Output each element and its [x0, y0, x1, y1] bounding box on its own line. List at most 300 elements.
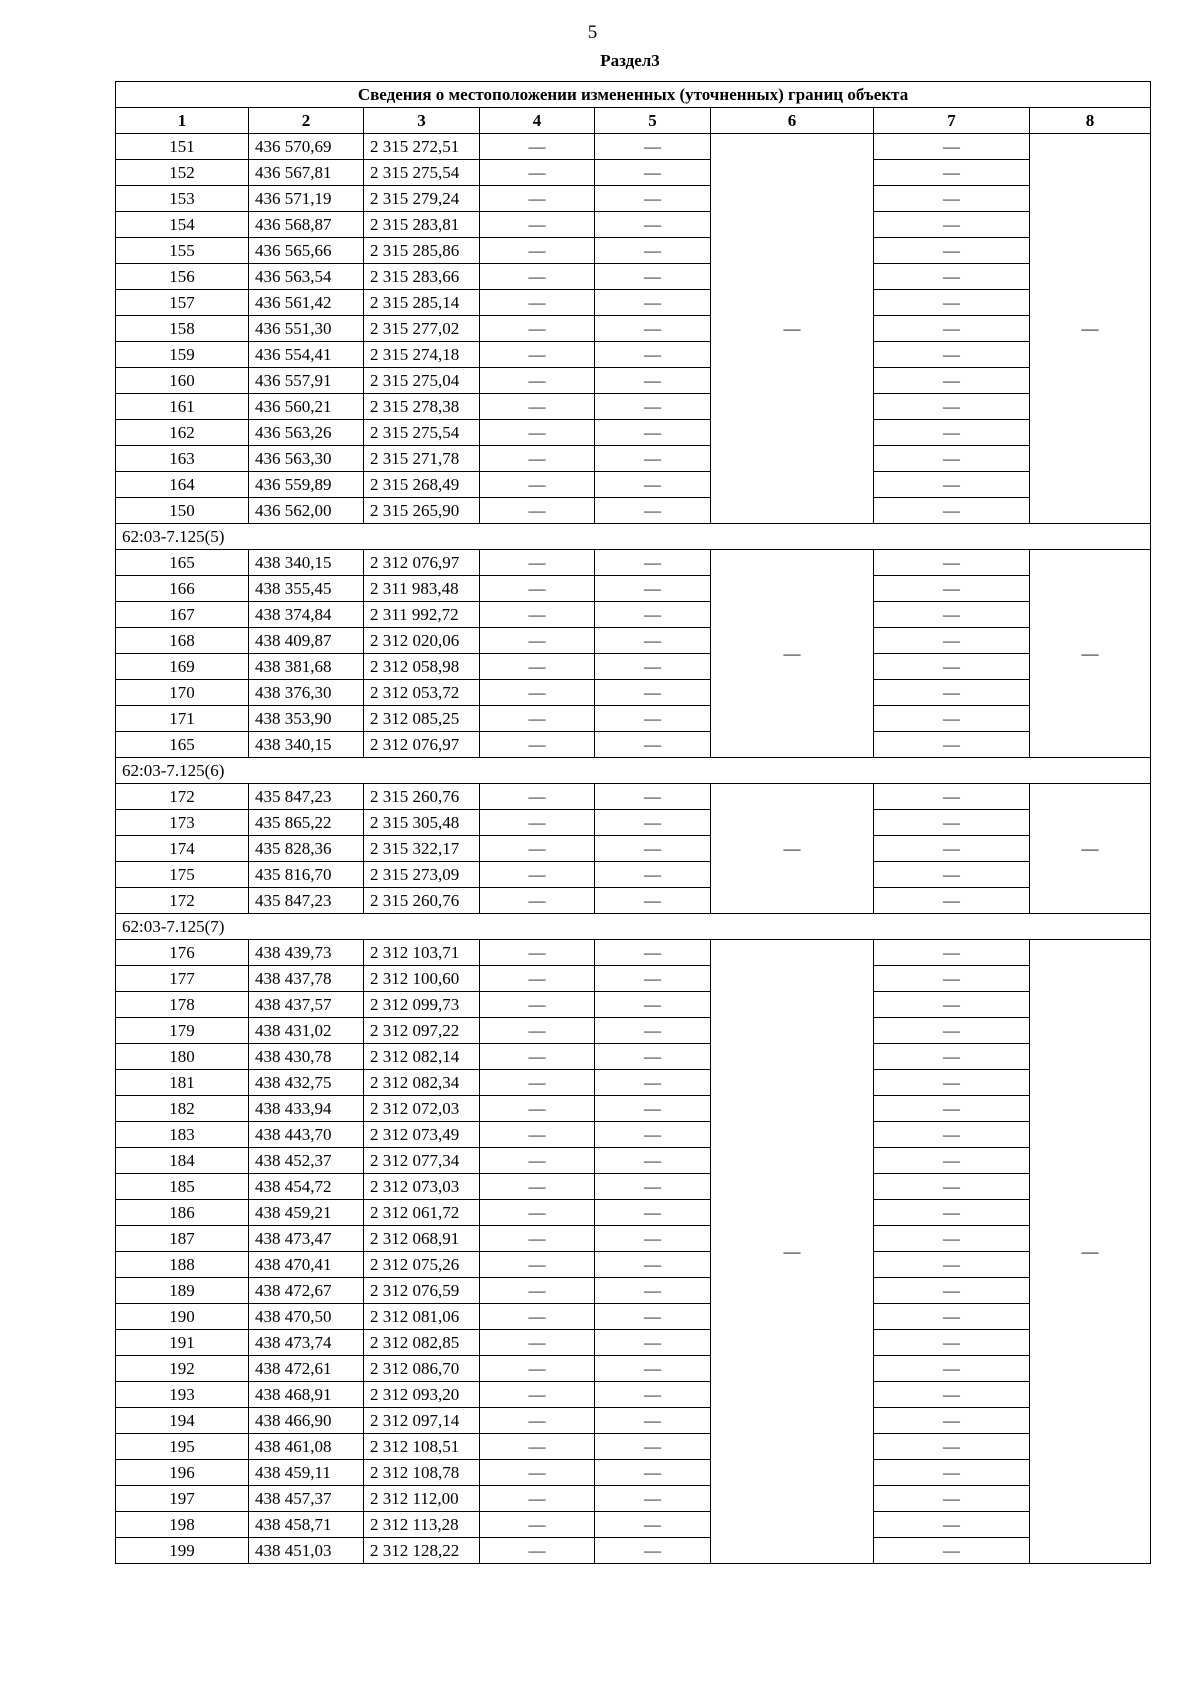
column-7-value: —: [874, 420, 1030, 446]
column-5-value: —: [595, 368, 711, 394]
coordinate-x: 438 432,75: [249, 1070, 364, 1096]
column-8-merged-value: —: [1030, 134, 1151, 524]
column-7-value: —: [874, 368, 1030, 394]
point-number: 153: [116, 186, 249, 212]
column-header: 8: [1030, 108, 1151, 134]
coordinate-x: 438 376,30: [249, 680, 364, 706]
group-label: 62:03-7.125(7): [116, 914, 1151, 940]
coordinate-x: 438 451,03: [249, 1538, 364, 1564]
coordinate-y: 2 312 077,34: [364, 1148, 480, 1174]
group-row: [116, 524, 1151, 550]
table-row: [116, 1460, 1151, 1486]
table-row: [116, 394, 1151, 420]
coordinate-x: 436 565,66: [249, 238, 364, 264]
column-5-value: —: [595, 1018, 711, 1044]
coordinate-x: 438 466,90: [249, 1408, 364, 1434]
point-number: 193: [116, 1382, 249, 1408]
column-4-value: —: [480, 1538, 595, 1564]
coordinate-y: 2 315 271,78: [364, 446, 480, 472]
coordinate-x: 438 459,11: [249, 1460, 364, 1486]
column-8-merged-value: —: [1030, 550, 1151, 758]
column-7-value: —: [874, 732, 1030, 758]
table-row: [116, 1486, 1151, 1512]
column-7-value: —: [874, 888, 1030, 914]
column-4-value: —: [480, 576, 595, 602]
table-row: [116, 160, 1151, 186]
column-6-merged-value: —: [711, 550, 874, 758]
point-number: 168: [116, 628, 249, 654]
coordinate-y: 2 312 053,72: [364, 680, 480, 706]
coordinate-y: 2 312 086,70: [364, 1356, 480, 1382]
table-body: [116, 134, 1151, 1564]
column-4-value: —: [480, 1122, 595, 1148]
coordinate-x: 438 374,84: [249, 602, 364, 628]
coordinate-y: 2 315 274,18: [364, 342, 480, 368]
point-number: 181: [116, 1070, 249, 1096]
coordinate-x: 438 470,50: [249, 1304, 364, 1330]
column-4-value: —: [480, 602, 595, 628]
column-5-value: —: [595, 1512, 711, 1538]
column-4-value: —: [480, 992, 595, 1018]
column-7-value: —: [874, 212, 1030, 238]
point-number: 177: [116, 966, 249, 992]
table-row: [116, 992, 1151, 1018]
column-5-value: —: [595, 134, 711, 160]
coordinate-x: 438 461,08: [249, 1434, 364, 1460]
column-7-value: —: [874, 680, 1030, 706]
column-4-value: —: [480, 1304, 595, 1330]
column-5-value: —: [595, 1148, 711, 1174]
coordinate-x: 436 567,81: [249, 160, 364, 186]
table-row: [116, 1330, 1151, 1356]
page-number: 5: [587, 22, 598, 43]
column-5-value: —: [595, 1200, 711, 1226]
coordinate-x: 438 439,73: [249, 940, 364, 966]
column-4-value: —: [480, 1460, 595, 1486]
column-header: 3: [364, 108, 480, 134]
point-number: 189: [116, 1278, 249, 1304]
column-7-value: —: [874, 264, 1030, 290]
column-7-value: —: [874, 550, 1030, 576]
coordinate-y: 2 315 283,81: [364, 212, 480, 238]
column-5-value: —: [595, 732, 711, 758]
column-5-value: —: [595, 888, 711, 914]
coordinate-y: 2 315 275,04: [364, 368, 480, 394]
column-4-value: —: [480, 1512, 595, 1538]
column-4-value: —: [480, 1148, 595, 1174]
coordinate-x: 438 430,78: [249, 1044, 364, 1070]
table-row: [116, 1434, 1151, 1460]
coordinate-x: 438 452,37: [249, 1148, 364, 1174]
column-5-value: —: [595, 836, 711, 862]
column-4-value: —: [480, 498, 595, 524]
table-row: [116, 784, 1151, 810]
column-5-value: —: [595, 472, 711, 498]
coordinate-y: 2 312 061,72: [364, 1200, 480, 1226]
coordinate-x: 438 437,57: [249, 992, 364, 1018]
column-7-value: —: [874, 1408, 1030, 1434]
coordinate-y: 2 311 983,48: [364, 576, 480, 602]
column-7-value: —: [874, 1148, 1030, 1174]
column-4-value: —: [480, 1330, 595, 1356]
column-7-value: —: [874, 1122, 1030, 1148]
coordinate-x: 436 561,42: [249, 290, 364, 316]
column-4-value: —: [480, 550, 595, 576]
group-label: 62:03-7.125(5): [116, 524, 1151, 550]
point-number: 155: [116, 238, 249, 264]
column-6-merged-value: —: [711, 134, 874, 524]
coordinate-x: 438 470,41: [249, 1252, 364, 1278]
table-row: [116, 888, 1151, 914]
coordinate-x: 436 554,41: [249, 342, 364, 368]
column-7-value: —: [874, 1174, 1030, 1200]
column-4-value: —: [480, 264, 595, 290]
point-number: 172: [116, 784, 249, 810]
column-4-value: —: [480, 1382, 595, 1408]
table-row: [116, 1018, 1151, 1044]
coordinate-x: 438 468,91: [249, 1382, 364, 1408]
column-5-value: —: [595, 680, 711, 706]
coordinate-y: 2 312 099,73: [364, 992, 480, 1018]
point-number: 171: [116, 706, 249, 732]
column-7-value: —: [874, 394, 1030, 420]
column-5-value: —: [595, 966, 711, 992]
coordinate-x: 435 847,23: [249, 888, 364, 914]
column-7-value: —: [874, 1538, 1030, 1564]
coordinate-x: 438 340,15: [249, 550, 364, 576]
column-8-merged-value: —: [1030, 784, 1151, 914]
column-7-value: —: [874, 1044, 1030, 1070]
column-5-value: —: [595, 1460, 711, 1486]
coordinate-y: 2 315 260,76: [364, 888, 480, 914]
table-row: [116, 368, 1151, 394]
coordinate-y: 2 312 128,22: [364, 1538, 480, 1564]
column-5-value: —: [595, 342, 711, 368]
table-caption-row: [116, 82, 1151, 108]
column-4-value: —: [480, 810, 595, 836]
column-7-value: —: [874, 576, 1030, 602]
table-caption: Сведения о местоположении измененных (уточненных) границ объекта: [116, 82, 1151, 108]
coordinate-y: 2 312 073,03: [364, 1174, 480, 1200]
column-5-value: —: [595, 628, 711, 654]
column-7-value: —: [874, 1070, 1030, 1096]
coordinate-y: 2 312 075,26: [364, 1252, 480, 1278]
column-4-value: —: [480, 394, 595, 420]
table-row: [116, 1408, 1151, 1434]
column-4-value: —: [480, 784, 595, 810]
column-5-value: —: [595, 1538, 711, 1564]
column-4-value: —: [480, 134, 595, 160]
column-5-value: —: [595, 992, 711, 1018]
table-row: [116, 1122, 1151, 1148]
point-number: 175: [116, 862, 249, 888]
point-number: 163: [116, 446, 249, 472]
column-header: 2: [249, 108, 364, 134]
column-7-value: —: [874, 134, 1030, 160]
point-number: 188: [116, 1252, 249, 1278]
column-5-value: —: [595, 810, 711, 836]
coordinate-x: 438 459,21: [249, 1200, 364, 1226]
column-4-value: —: [480, 888, 595, 914]
column-4-value: —: [480, 1044, 595, 1070]
column-4-value: —: [480, 1278, 595, 1304]
coordinate-y: 2 315 279,24: [364, 186, 480, 212]
column-4-value: —: [480, 316, 595, 342]
coordinate-y: 2 312 097,14: [364, 1408, 480, 1434]
coordinate-x: 435 865,22: [249, 810, 364, 836]
column-4-value: —: [480, 186, 595, 212]
column-7-value: —: [874, 706, 1030, 732]
coordinate-x: 436 568,87: [249, 212, 364, 238]
point-number: 154: [116, 212, 249, 238]
coordinate-y: 2 315 285,14: [364, 290, 480, 316]
table-row: [116, 1382, 1151, 1408]
column-5-value: —: [595, 654, 711, 680]
coordinate-x: 436 551,30: [249, 316, 364, 342]
column-7-value: —: [874, 1356, 1030, 1382]
table-row: [116, 472, 1151, 498]
coordinate-y: 2 312 082,34: [364, 1070, 480, 1096]
table-row: [116, 1200, 1151, 1226]
coordinate-y: 2 312 076,97: [364, 732, 480, 758]
point-number: 197: [116, 1486, 249, 1512]
column-5-value: —: [595, 394, 711, 420]
group-label: 62:03-7.125(6): [116, 758, 1151, 784]
column-7-value: —: [874, 290, 1030, 316]
point-number: 152: [116, 160, 249, 186]
table-row: [116, 706, 1151, 732]
column-5-value: —: [595, 212, 711, 238]
column-7-value: —: [874, 1278, 1030, 1304]
section-title: Раздел3: [600, 51, 660, 70]
point-number: 170: [116, 680, 249, 706]
column-4-value: —: [480, 836, 595, 862]
column-7-value: —: [874, 316, 1030, 342]
column-7-value: —: [874, 940, 1030, 966]
column-5-value: —: [595, 940, 711, 966]
column-5-value: —: [595, 290, 711, 316]
column-7-value: —: [874, 784, 1030, 810]
table-row: [116, 1538, 1151, 1564]
coordinate-x: 438 433,94: [249, 1096, 364, 1122]
coordinate-x: 438 458,71: [249, 1512, 364, 1538]
column-5-value: —: [595, 784, 711, 810]
column-header-row: [116, 108, 1151, 134]
coordinate-y: 2 312 108,78: [364, 1460, 480, 1486]
column-4-value: —: [480, 1252, 595, 1278]
point-number: 198: [116, 1512, 249, 1538]
coordinate-y: 2 312 076,59: [364, 1278, 480, 1304]
column-7-value: —: [874, 628, 1030, 654]
coordinate-y: 2 311 992,72: [364, 602, 480, 628]
coordinate-y: 2 315 277,02: [364, 316, 480, 342]
column-4-value: —: [480, 342, 595, 368]
column-header: 6: [711, 108, 874, 134]
coordinate-x: 438 472,67: [249, 1278, 364, 1304]
table-row: [116, 602, 1151, 628]
point-number: 158: [116, 316, 249, 342]
column-4-value: —: [480, 1018, 595, 1044]
column-4-value: —: [480, 1356, 595, 1382]
coordinate-x: 436 560,21: [249, 394, 364, 420]
point-number: 195: [116, 1434, 249, 1460]
point-number: 172: [116, 888, 249, 914]
column-5-value: —: [595, 1174, 711, 1200]
column-5-value: —: [595, 1122, 711, 1148]
column-4-value: —: [480, 628, 595, 654]
point-number: 199: [116, 1538, 249, 1564]
coordinate-y: 2 315 273,09: [364, 862, 480, 888]
column-4-value: —: [480, 290, 595, 316]
coordinate-y: 2 312 073,49: [364, 1122, 480, 1148]
column-7-value: —: [874, 654, 1030, 680]
table-row: [116, 1096, 1151, 1122]
column-7-value: —: [874, 1434, 1030, 1460]
point-number: 194: [116, 1408, 249, 1434]
column-header: 4: [480, 108, 595, 134]
table-row: [116, 836, 1151, 862]
coordinate-y: 2 312 082,14: [364, 1044, 480, 1070]
column-7-value: —: [874, 1382, 1030, 1408]
point-number: 159: [116, 342, 249, 368]
table-row: [116, 1304, 1151, 1330]
coordinate-y: 2 315 283,66: [364, 264, 480, 290]
point-number: 161: [116, 394, 249, 420]
coordinate-x: 438 443,70: [249, 1122, 364, 1148]
coordinate-x: 438 437,78: [249, 966, 364, 992]
column-4-value: —: [480, 238, 595, 264]
column-5-value: —: [595, 316, 711, 342]
column-5-value: —: [595, 498, 711, 524]
column-5-value: —: [595, 420, 711, 446]
column-5-value: —: [595, 1382, 711, 1408]
column-5-value: —: [595, 160, 711, 186]
column-6-merged-value: —: [711, 784, 874, 914]
column-5-value: —: [595, 862, 711, 888]
column-6-merged-value: —: [711, 940, 874, 1564]
column-7-value: —: [874, 1512, 1030, 1538]
point-number: 176: [116, 940, 249, 966]
table-row: [116, 680, 1151, 706]
table-row: [116, 1044, 1151, 1070]
coordinate-y: 2 312 108,51: [364, 1434, 480, 1460]
group-row: [116, 758, 1151, 784]
coordinate-y: 2 312 112,00: [364, 1486, 480, 1512]
column-7-value: —: [874, 836, 1030, 862]
column-5-value: —: [595, 602, 711, 628]
column-5-value: —: [595, 186, 711, 212]
column-5-value: —: [595, 1356, 711, 1382]
point-number: 150: [116, 498, 249, 524]
coordinate-y: 2 312 072,03: [364, 1096, 480, 1122]
coordinate-x: 438 409,87: [249, 628, 364, 654]
column-4-value: —: [480, 680, 595, 706]
column-7-value: —: [874, 862, 1030, 888]
point-number: 174: [116, 836, 249, 862]
table-row: [116, 420, 1151, 446]
coordinate-x: 438 473,74: [249, 1330, 364, 1356]
coordinate-y: 2 315 278,38: [364, 394, 480, 420]
table-row: [116, 238, 1151, 264]
column-5-value: —: [595, 1278, 711, 1304]
table-row: [116, 1226, 1151, 1252]
point-number: 183: [116, 1122, 249, 1148]
coordinate-y: 2 315 275,54: [364, 160, 480, 186]
column-4-value: —: [480, 1070, 595, 1096]
column-5-value: —: [595, 1330, 711, 1356]
coordinate-x: 435 847,23: [249, 784, 364, 810]
column-5-value: —: [595, 550, 711, 576]
point-number: 187: [116, 1226, 249, 1252]
point-number: 165: [116, 550, 249, 576]
table-row: [116, 446, 1151, 472]
coordinate-x: 438 473,47: [249, 1226, 364, 1252]
column-7-value: —: [874, 186, 1030, 212]
coordinate-y: 2 312 020,06: [364, 628, 480, 654]
point-number: 166: [116, 576, 249, 602]
column-7-value: —: [874, 1304, 1030, 1330]
column-5-value: —: [595, 1486, 711, 1512]
coordinate-y: 2 315 260,76: [364, 784, 480, 810]
coordinate-x: 436 563,30: [249, 446, 364, 472]
point-number: 173: [116, 810, 249, 836]
coordinate-y: 2 312 085,25: [364, 706, 480, 732]
column-4-value: —: [480, 368, 595, 394]
coordinate-y: 2 315 272,51: [364, 134, 480, 160]
table-row: [116, 1148, 1151, 1174]
column-4-value: —: [480, 1174, 595, 1200]
column-4-value: —: [480, 1226, 595, 1252]
table-row: [116, 654, 1151, 680]
coordinate-x: 438 457,37: [249, 1486, 364, 1512]
column-7-value: —: [874, 1018, 1030, 1044]
point-number: 160: [116, 368, 249, 394]
column-7-value: —: [874, 602, 1030, 628]
coordinate-y: 2 312 093,20: [364, 1382, 480, 1408]
point-number: 162: [116, 420, 249, 446]
column-5-value: —: [595, 1044, 711, 1070]
point-number: 184: [116, 1148, 249, 1174]
coordinate-y: 2 315 305,48: [364, 810, 480, 836]
point-number: 156: [116, 264, 249, 290]
point-number: 190: [116, 1304, 249, 1330]
column-4-value: —: [480, 446, 595, 472]
column-4-value: —: [480, 472, 595, 498]
table-row: [116, 732, 1151, 758]
column-5-value: —: [595, 264, 711, 290]
column-7-value: —: [874, 1200, 1030, 1226]
table-row: [116, 1070, 1151, 1096]
point-number: 186: [116, 1200, 249, 1226]
column-7-value: —: [874, 1226, 1030, 1252]
coordinate-x: 436 563,26: [249, 420, 364, 446]
coordinate-x: 438 340,15: [249, 732, 364, 758]
point-number: 178: [116, 992, 249, 1018]
column-7-value: —: [874, 1096, 1030, 1122]
coordinate-x: 436 563,54: [249, 264, 364, 290]
column-4-value: —: [480, 732, 595, 758]
column-7-value: —: [874, 342, 1030, 368]
column-5-value: —: [595, 1408, 711, 1434]
coordinate-x: 438 454,72: [249, 1174, 364, 1200]
coordinate-y: 2 315 268,49: [364, 472, 480, 498]
column-7-value: —: [874, 472, 1030, 498]
coordinate-y: 2 312 068,91: [364, 1226, 480, 1252]
table-row: [116, 1174, 1151, 1200]
table-row: [116, 186, 1151, 212]
table-row: [116, 264, 1151, 290]
table-row: [116, 810, 1151, 836]
